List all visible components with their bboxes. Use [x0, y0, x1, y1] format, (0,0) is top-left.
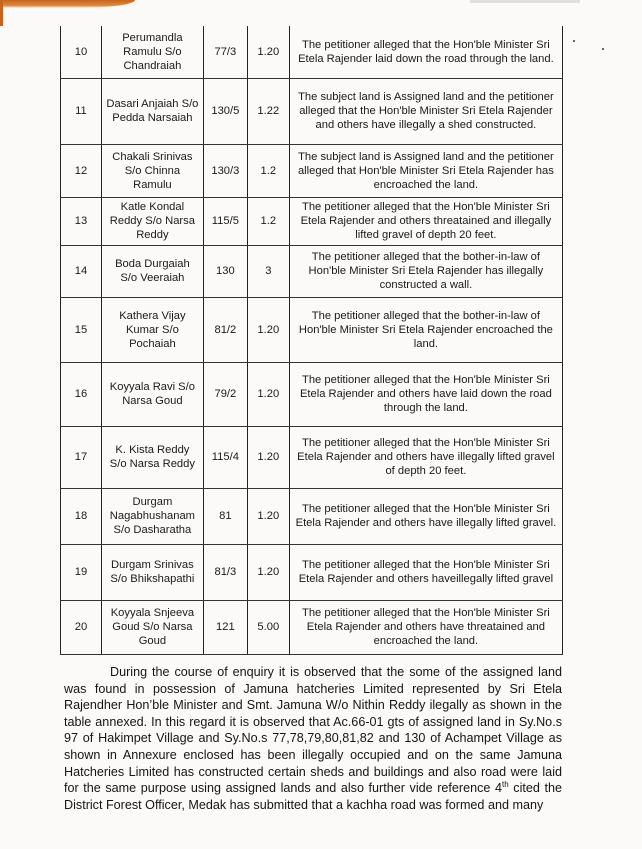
table-row [61, 197, 563, 245]
remarks-cell: The petitioner alleged that the Hon'ble Minister Sri Etela Rajender and others threatained and illegally lifted gravel of depth 20 feet. [289, 197, 562, 245]
petitioner-name-cell: Kathera Vijay Kumar S/o Pochaiah [101, 297, 203, 362]
row-number-cell: 10 [61, 26, 102, 78]
table-row [61, 78, 563, 144]
extent-cell: 1.20 [247, 488, 289, 544]
petitioner-name-cell: Durgam Nagabhushanam S/o Dasharatha [101, 488, 203, 544]
petitions-table-body [61, 26, 563, 654]
scan-speck [602, 48, 604, 50]
row-number-cell: 17 [61, 426, 102, 488]
row-number-cell: 20 [61, 600, 102, 654]
table-row [61, 297, 563, 362]
paper-edge-shadow-left [0, 0, 3, 26]
survey-number-cell: 121 [203, 600, 247, 654]
extent-cell: 1.2 [247, 197, 289, 245]
remarks-cell: The petitioner alleged that the Hon'ble Minister Sri Etela Rajender and others have illegally lifted gravel of depth 20 feet. [289, 426, 562, 488]
row-number-cell: 18 [61, 488, 102, 544]
petitioner-name-cell: Perumandla Ramulu S/o Chandraiah [101, 26, 203, 78]
scan-speck [573, 40, 575, 42]
extent-cell: 1.2 [247, 144, 289, 197]
extent-cell: 3 [247, 245, 289, 297]
enquiry-paragraph [64, 664, 562, 813]
survey-number-cell: 77/3 [203, 26, 247, 78]
petitioner-name-cell: Katle Kondal Reddy S/o Narsa Reddy [101, 197, 203, 245]
survey-number-cell: 79/2 [203, 362, 247, 426]
remarks-cell: The subject land is Assigned land and the petitioner alleged that the Hon'ble Minister Sri Etela Rajender and others have illegally a shed constructed. [289, 78, 562, 144]
petitioner-name-cell: Koyyala Snjeeva Goud S/o Narsa Goud [101, 600, 203, 654]
row-number-cell: 13 [61, 197, 102, 245]
paragraph-text: During the course of enquiry it is observed that the some of the assigned land was found in possession of Jamuna hatcheries Limited represented by Sri Etela Rajendher Hon’ble Minister and Smt. Jamuna W/o Nithin Reddy ilegally as shown in the table annexed. In this regard it is observed that Ac.66-01 gts of assigned land in Sy.No.s 97 of Hakimpet Village and Sy.No.s 77,78,79,80,81,82 and 130 of Achampet Village as shown in Annexure enclosed has been illegally occupied and on the same Jamuna Hatcheries Limited has constructed certain sheds and buildings and also road were laid for the same purpose using assigned lands and also further vide reference 4 [64, 665, 562, 796]
survey-number-cell: 115/4 [203, 426, 247, 488]
extent-cell: 1.20 [247, 26, 289, 78]
row-number-cell: 19 [61, 544, 102, 600]
extent-cell: 1.22 [247, 78, 289, 144]
survey-number-cell: 130 [203, 245, 247, 297]
row-number-cell: 15 [61, 297, 102, 362]
remarks-cell: The petitioner alleged that the Hon'ble Minister Sri Etela Rajender and others have laid down the road through the land. [289, 362, 562, 426]
paragraph-superscript: th [502, 779, 509, 789]
petitioner-name-cell: Dasari Anjaiah S/o Pedda Narsaiah [101, 78, 203, 144]
petitioner-name-cell: Boda Durgaiah S/o Veeraiah [101, 245, 203, 297]
extent-cell: 1.20 [247, 544, 289, 600]
row-number-cell: 12 [61, 144, 102, 197]
extent-cell: 5.00 [247, 600, 289, 654]
petitioner-name-cell: Durgam Srinivas S/o Bhikshapathi [101, 544, 203, 600]
remarks-cell: The petitioner alleged that the bother-in-law of Hon'ble Minister Sri Etela Rajender encroached the land. [289, 297, 562, 362]
petitioner-name-cell: K. Kista Reddy S/o Narsa Reddy [101, 426, 203, 488]
scan-smudge [470, 0, 580, 3]
table-row [61, 245, 563, 297]
table-row [61, 362, 563, 426]
table-row [61, 426, 563, 488]
paper-edge-shadow [0, 0, 135, 8]
remarks-cell: The petitioner alleged that the Hon'ble Minister Sri Etela Rajender and others haveillegally lifted gravel [289, 544, 562, 600]
table-row [61, 600, 563, 654]
remarks-cell: The petitioner alleged that the Hon'ble Minister Sri Etela Rajender and others have illegally lifted gravel. [289, 488, 562, 544]
petitioner-name-cell: Koyyala Ravi S/o Narsa Goud [101, 362, 203, 426]
table-row [61, 144, 563, 197]
remarks-cell: The petitioner alleged that the bother-in-law of Hon'ble Minister Sri Etela Rajender has illegally constructed a wall. [289, 245, 562, 297]
paragraph-text-continued: cited the District Forest Officer, Medak has submitted that a kachha road was formed and many [64, 781, 563, 812]
petitioner-name-cell: Chakali Srinivas S/o Chinna Ramulu [101, 144, 203, 197]
petitions-table [60, 26, 563, 655]
survey-number-cell: 81/3 [203, 544, 247, 600]
extent-cell: 1.20 [247, 426, 289, 488]
table-row [61, 26, 563, 78]
table-row [61, 488, 563, 544]
survey-number-cell: 81 [203, 488, 247, 544]
remarks-cell: The petitioner alleged that the Hon'ble Minister Sri Etela Rajender and others have threatained and encroached the land. [289, 600, 562, 654]
survey-number-cell: 115/5 [203, 197, 247, 245]
survey-number-cell: 130/5 [203, 78, 247, 144]
remarks-cell: The subject land is Assigned land and the petitioner alleged that Hon'ble Minister Sri Etela Rajender has encroached the land. [289, 144, 562, 197]
extent-cell: 1.20 [247, 297, 289, 362]
row-number-cell: 16 [61, 362, 102, 426]
table-row [61, 544, 563, 600]
survey-number-cell: 130/3 [203, 144, 247, 197]
remarks-cell: The petitioner alleged that the Hon'ble Minister Sri Etela Rajender laid down the road through the land. [289, 26, 562, 78]
row-number-cell: 11 [61, 78, 102, 144]
survey-number-cell: 81/2 [203, 297, 247, 362]
row-number-cell: 14 [61, 245, 102, 297]
extent-cell: 1.20 [247, 362, 289, 426]
